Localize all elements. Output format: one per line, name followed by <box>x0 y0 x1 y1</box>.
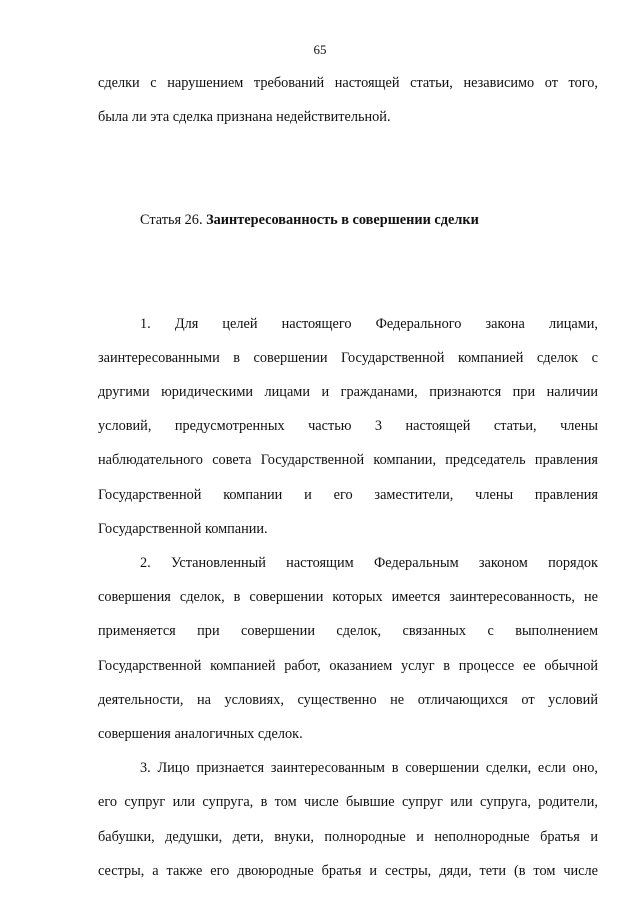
text-line: Государственной компании и его заместители, члены правления <box>98 486 598 503</box>
text-line: Государственной компании. <box>98 520 268 537</box>
text-line: совершения сделок, в совершении которых имеется заинтересованность, не <box>98 589 598 606</box>
article-prefix: Статья 26. <box>140 212 207 229</box>
text-line: применяется при совершении сделок, связанных с выполнением <box>98 623 598 640</box>
text-line: совершения аналогичных сделок. <box>98 726 303 743</box>
paragraph-2 <box>98 546 598 751</box>
text-line: была ли эта сделка признана недействительной. <box>98 109 391 126</box>
text-line: деятельности, на условиях, существенно не отличающихся от условий <box>98 691 598 708</box>
paragraph-3 <box>98 751 598 888</box>
document-body <box>98 66 598 888</box>
text-line: сестры, а также его двоюродные братья и сестры, дяди, тети (в том числе <box>98 862 598 879</box>
text-line: Государственной компанией работ, оказанием услуг в процессе ее обычной <box>98 657 598 674</box>
text-line: другими юридическими лицами и гражданами, признаются при наличии <box>98 384 598 401</box>
paragraph-1 <box>98 307 598 546</box>
text-line: 3. Лицо признается заинтересованным в совершении сделки, если оно, <box>140 760 598 777</box>
intro-paragraph <box>98 66 598 134</box>
text-line: условий, предусмотренных частью 3 настоящей статьи, члены <box>98 418 598 435</box>
page-number: 65 <box>313 42 327 57</box>
text-line: 1. Для целей настоящего Федерального закона лицами, <box>140 315 598 332</box>
text-line: его супруг или супруга, в том числе бывшие супруг или супруга, родители, <box>98 794 598 811</box>
text-line: бабушки, дедушки, дети, внуки, полнородные и неполнородные братья и <box>98 828 598 845</box>
article-heading <box>98 203 598 237</box>
text-line: сделки с нарушением требований настоящей статьи, независимо от того, <box>98 75 598 91</box>
text-line: заинтересованными в совершении Государственной компанией сделок с <box>98 349 598 366</box>
text-line: 2. Установленный настоящим Федеральным законом порядок <box>140 555 598 572</box>
article-title: Заинтересованность в совершении сделки <box>206 212 479 229</box>
text-line: наблюдательного совета Государственной компании, председатель правления <box>98 452 598 469</box>
